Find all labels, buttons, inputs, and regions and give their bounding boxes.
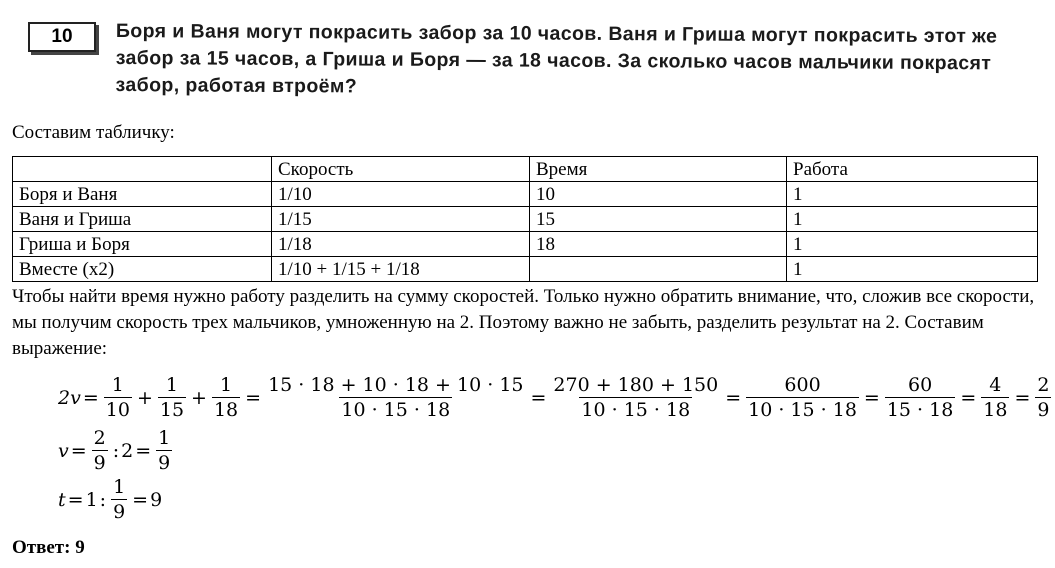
- problem-block: [22, 14, 1032, 104]
- table-cell: Работа: [787, 157, 1038, 182]
- fraction: $\frac{15 \cdot 18 + 10 \cdot 18 + 10 \cdot 15}{10 \cdot 15 \cdot 18}$: [268, 374, 524, 421]
- fraction: $\frac{1}{10}$: [105, 374, 130, 421]
- table-cell: 1/18: [272, 232, 530, 257]
- answer-text: Ответ: 9: [12, 537, 85, 558]
- fraction: $\frac{270 + 180 + 150}{10 \cdot 15 \cdot 18}$: [553, 374, 719, 421]
- fraction: $\frac{2}{9}$: [1037, 374, 1050, 421]
- table-cell: Время: [530, 157, 787, 182]
- fraction: $\frac{60}{15 \cdot 18}$: [886, 374, 954, 421]
- table-row: [13, 182, 1038, 207]
- fraction: $\frac{1}{9}$: [158, 427, 171, 474]
- dividend: 1: [85, 488, 98, 511]
- problem-text: Боря и Ваня могут покрасить забор за 10 часов. Ваня и Гриша могут покрасить этот же забор за 15 часов, а Гриша и Боря — за 18 часов. За сколько часов мальчики покрасят забор, работая втроём?: [115, 19, 998, 98]
- table-cell: 15: [530, 207, 787, 232]
- result: 9: [150, 488, 163, 511]
- table-cell: 1: [787, 257, 1038, 282]
- table-cell: 1/10 + 1/15 + 1/18: [272, 257, 530, 282]
- intro-text: Составим табличку:: [12, 122, 175, 143]
- table-cell: 10: [530, 182, 787, 207]
- problem-number: 10: [28, 22, 96, 52]
- data-table: [12, 156, 1038, 282]
- fraction: $\frac{1}{15}$: [159, 374, 185, 421]
- table-cell: Боря и Ваня: [13, 182, 272, 207]
- explanation-text: Чтобы найти время нужно работу разделить на сумму скоростей. Только нужно обратить внимание, что, сложив все скорости, мы получим скорость трех мальчиков, умноженную на 2. Поэтому важно не забыть, разделить результат на 2. Составим выражение:: [12, 286, 1035, 359]
- table-cell: 1/10: [272, 182, 530, 207]
- table-cell: 18: [530, 232, 787, 257]
- fraction: $\frac{1}{9}$: [113, 476, 126, 523]
- table-row: [13, 207, 1038, 232]
- fraction: $\frac{1}{18}$: [213, 374, 239, 421]
- equation-line-1: 2v = $\frac{1}{10}$ + $\frac{1}{15}$ + $\frac{1}{18}$ = $\frac{15 \cdot 18 + 10 \cdot 18 + 10 \cdot 15}{10 \cdot 15 \cdot 18}$ = $\frac{270 + 180 + 150}{10 \cdot 15 \cdot 18}$ = $\frac{600}{10 \cdot 15 \cdot 18}$ = $\frac{60}{15 \cdot 18}$ = $\frac{4}{18}$ = $\frac{2}{9}$: [58, 374, 1050, 421]
- equation-lhs: t: [58, 488, 66, 511]
- equation-line-3: t = 1 : $\frac{1}{9}$ = 9: [58, 476, 163, 523]
- table-cell: Гриша и Боря: [13, 232, 272, 257]
- equation-lhs: 2v: [58, 386, 81, 409]
- table-cell: [530, 257, 787, 282]
- table-cell: 1/15: [272, 207, 530, 232]
- fraction: $\frac{2}{9}$: [93, 427, 106, 474]
- equation-line-2: v = $\frac{2}{9}$ : 2 = $\frac{1}{9}$: [58, 427, 171, 474]
- table-cell: Вместе (x2): [13, 257, 272, 282]
- table-cell: [13, 157, 272, 182]
- divisor: 2: [121, 439, 134, 462]
- equation-lhs: v: [58, 439, 69, 462]
- table-row: [13, 257, 1038, 282]
- table-cell: Ваня и Гриша: [13, 207, 272, 232]
- table-cell: 1: [787, 182, 1038, 207]
- table-cell: 1: [787, 207, 1038, 232]
- table-cell: Скорость: [272, 157, 530, 182]
- fraction: $\frac{600}{10 \cdot 15 \cdot 18}$: [748, 374, 857, 421]
- fraction: $\frac{4}{18}$: [983, 374, 1008, 421]
- table-cell: 1: [787, 232, 1038, 257]
- table-row: [13, 232, 1038, 257]
- table-header-row: [13, 157, 1038, 182]
